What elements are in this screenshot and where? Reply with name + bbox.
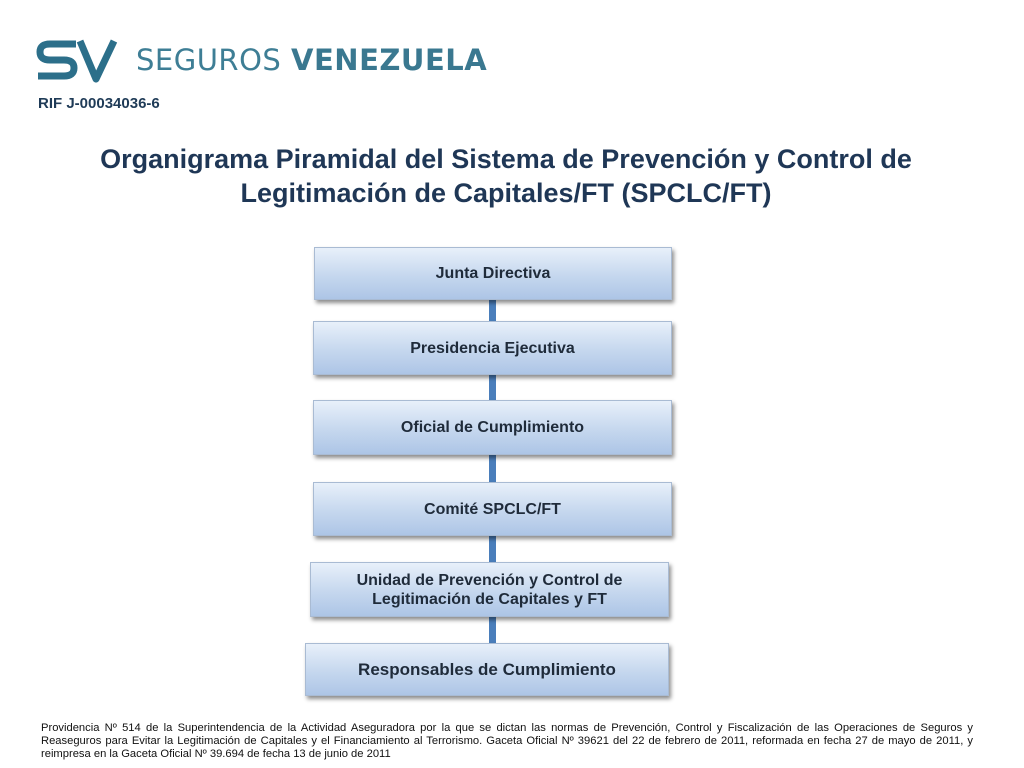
legal-footnote: Providencia Nº 514 de la Superintendencia de la Actividad Aseguradora por la que se dictan las normas de Prevención, Control y Fiscalización de las Operaciones de Seguros y Reaseguros para Evitar la Legitimación de Capitales y el Financiamiento al Terrorismo. Gaceta Oficial Nº 39621 del 22 de febrero de 2011, reformada en fecha 27 de mayo de 2011, y reimpresa en la Gaceta Oficial Nº 39.694 de fecha 13 de junio de 2011 [41,722,973,761]
org-box-presidencia-ejecutiva: Presidencia Ejecutiva [313,321,672,375]
page-title: Organigrama Piramidal del Sistema de Prevención y Control de Legitimación de Capitales/FT (SPCLC/FT) [100,144,912,208]
company-logo [36,36,487,84]
org-box-junta-directiva: Junta Directiva [314,247,672,300]
sv-logo-icon [36,37,118,83]
org-box-oficial-cumplimiento: Oficial de Cumplimiento [313,400,672,455]
org-box-comite-spclc: Comité SPCLC/FT [313,482,672,536]
org-box-responsables-cumplimiento: Responsables de Cumplimiento [305,643,669,696]
org-box-unidad-prevencion: Unidad de Prevención y Control de Legitimación de Capitales y FT [310,562,669,617]
logo-word-venezuela: VENEZUELA [291,43,488,77]
rif-number: RIF J-00034036-6 [38,95,160,112]
logo-word-seguros: SEGUROS [136,43,282,77]
logo-wordmark [136,43,487,77]
